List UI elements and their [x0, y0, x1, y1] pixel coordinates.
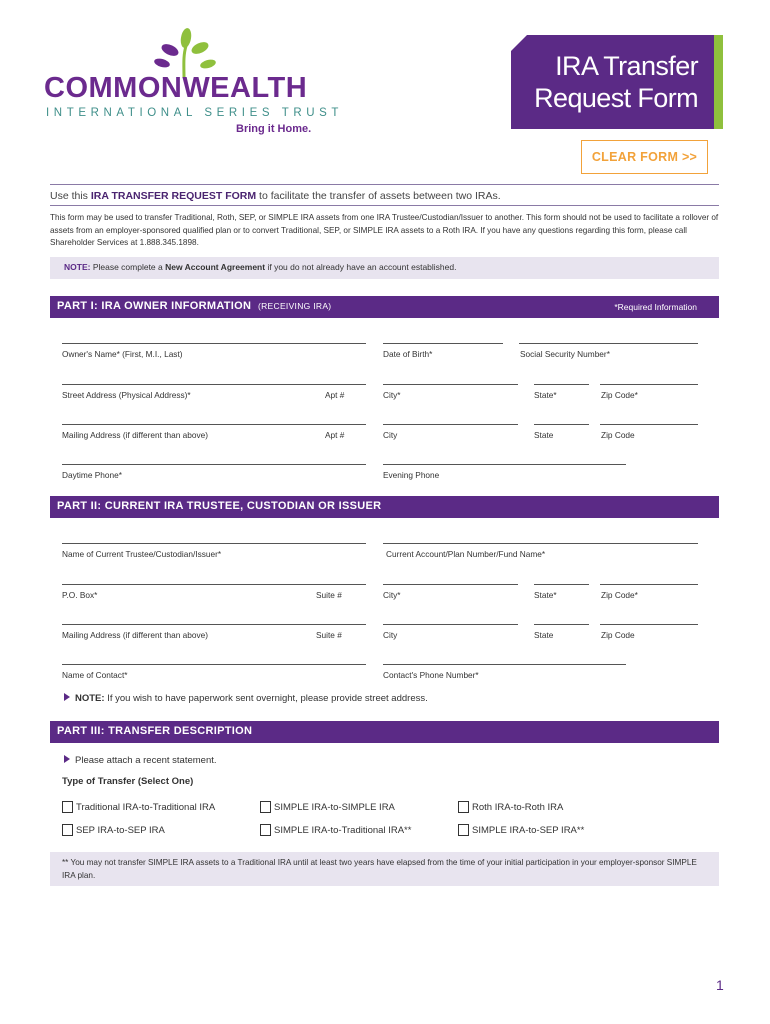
trustee-mailing-state-field[interactable]	[534, 624, 589, 625]
trustee-mailing-state-label: State	[534, 630, 554, 640]
checkbox[interactable]	[62, 801, 73, 813]
ssn-field[interactable]	[519, 343, 698, 344]
option-label: SIMPLE IRA-to-Traditional IRA**	[274, 824, 412, 836]
trustee-state-field[interactable]	[534, 584, 589, 585]
title-accent-stripe	[714, 35, 723, 129]
evening-phone-field[interactable]	[383, 464, 626, 465]
option-label: Roth IRA-to-Roth IRA	[472, 801, 564, 813]
note-post: if you do not already have an account established.	[265, 262, 457, 272]
mailing-zip-field[interactable]	[600, 424, 698, 425]
header-divider	[50, 184, 719, 185]
mailing-zip-label: Zip Code	[601, 430, 635, 440]
state-label: State*	[534, 390, 557, 400]
option-simple-to-simple[interactable]	[260, 801, 395, 813]
option-roth-to-roth[interactable]	[458, 801, 563, 813]
intro-form-name: IRA TRANSFER REQUEST FORM	[90, 190, 257, 202]
trustee-mailing-label: Mailing Address (if different than above)	[62, 630, 209, 640]
part1-title-wrap	[57, 300, 331, 312]
form-title	[534, 50, 698, 114]
note-text	[64, 262, 456, 272]
trustee-mailing-field[interactable]	[62, 624, 366, 625]
intro-paragraph: This form may be used to transfer Traditional, Roth, SEP, or SIMPLE IRA assets from one IRA Trustee/Custodian/Issuer to another. This form should not be used to facilitate a rollover of assets from an employer-sponsored qualified plan or to convert Traditional, SEP, or SIMPLE IRA assets to a Roth IRA. If you have any questions regarding this form, please call Shareholder Services at 1.888.345.1898.	[50, 213, 719, 247]
mailing-city-field[interactable]	[383, 424, 518, 425]
overnight-note	[64, 693, 428, 704]
evening-phone-label: Evening Phone	[383, 470, 440, 480]
trustee-zip-label: Zip Code*	[601, 590, 638, 600]
po-box-label: P.O. Box*	[62, 590, 98, 600]
transfer-type-heading: Type of Transfer (Select One)	[62, 776, 194, 787]
part1-subtitle: (RECEIVING IRA)	[257, 301, 332, 311]
apt-label: Apt #	[325, 390, 345, 400]
mailing-apt-label: Apt #	[325, 430, 345, 440]
part1-header	[50, 296, 719, 318]
checkbox[interactable]	[260, 824, 271, 836]
intro-suffix: to facilitate the transfer of assets between two IRAs.	[256, 190, 501, 202]
intro-prefix: Use this	[50, 190, 91, 202]
checkbox[interactable]	[260, 801, 271, 813]
attach-statement-note	[64, 755, 217, 766]
mailing-state-field[interactable]	[534, 424, 589, 425]
contact-name-label: Name of Contact*	[62, 670, 128, 680]
overnight-note-label: NOTE:	[75, 693, 105, 704]
trustee-zip-field[interactable]	[600, 584, 698, 585]
street-address-label: Street Address (Physical Address)*	[62, 390, 191, 400]
option-label: SIMPLE IRA-to-SEP IRA**	[472, 824, 585, 836]
zip-field[interactable]	[600, 384, 698, 385]
mailing-state-label: State	[534, 430, 554, 440]
contact-phone-field[interactable]	[383, 664, 626, 665]
dob-field[interactable]	[383, 343, 503, 344]
account-number-field[interactable]	[383, 543, 698, 544]
form-title-line2: Request Form	[534, 83, 698, 113]
trustee-mailing-city-label: City	[383, 630, 398, 640]
note-pre: Please complete a	[90, 262, 166, 272]
city-label: City*	[383, 390, 401, 400]
option-label: SEP IRA-to-SEP IRA	[76, 824, 165, 836]
page-number: 1	[716, 977, 724, 993]
option-sep-to-sep[interactable]	[62, 824, 165, 836]
option-simple-to-traditional[interactable]	[260, 824, 411, 836]
overnight-note-text: If you wish to have paperwork sent overnight, please provide street address.	[104, 693, 428, 704]
suite-label: Suite #	[316, 590, 342, 600]
checkbox[interactable]	[62, 824, 73, 836]
title-fold-corner	[511, 35, 527, 51]
arrow-bullet-icon	[64, 755, 70, 763]
trustee-name-label: Name of Current Trustee/Custodian/Issuer*	[62, 549, 222, 559]
trustee-mailing-zip-field[interactable]	[600, 624, 698, 625]
required-info-note: *Required Information	[614, 302, 697, 312]
po-box-field[interactable]	[62, 584, 366, 585]
arrow-bullet-icon	[64, 693, 70, 701]
part2-title: PART II: CURRENT IRA TRUSTEE, CUSTODIAN OR ISSUER	[57, 500, 382, 512]
dob-label: Date of Birth*	[383, 349, 433, 359]
daytime-phone-field[interactable]	[62, 464, 366, 465]
trustee-name-field[interactable]	[62, 543, 366, 544]
contact-name-field[interactable]	[62, 664, 366, 665]
mailing-address-field[interactable]	[62, 424, 366, 425]
trustee-mailing-city-field[interactable]	[383, 624, 518, 625]
owner-name-label: Owner's Name* (First, M.I., Last)	[62, 349, 183, 359]
trustee-suite2-label: Suite #	[316, 630, 342, 640]
mailing-address-label: Mailing Address (if different than above)	[62, 430, 209, 440]
ssn-label: Social Security Number*	[520, 349, 610, 359]
part3-header	[50, 721, 719, 743]
attach-statement-text: Please attach a recent statement.	[75, 755, 217, 766]
leaf-logo-icon	[150, 28, 220, 78]
checkbox[interactable]	[458, 801, 469, 813]
clear-form-button[interactable]: CLEAR FORM >>	[581, 140, 708, 174]
option-simple-to-sep[interactable]	[458, 824, 584, 836]
trustee-city-label: City*	[383, 590, 401, 600]
part2-header	[50, 496, 719, 518]
street-address-field[interactable]	[62, 384, 366, 385]
option-traditional-to-traditional[interactable]	[62, 801, 215, 813]
trustee-city-field[interactable]	[383, 584, 518, 585]
trustee-state-label: State*	[534, 590, 557, 600]
option-label: SIMPLE IRA-to-SIMPLE IRA	[274, 801, 395, 813]
account-number-label: Current Account/Plan Number/Fund Name*	[386, 549, 546, 559]
mailing-city-label: City	[383, 430, 398, 440]
zip-label: Zip Code*	[601, 390, 638, 400]
state-field[interactable]	[534, 384, 589, 385]
intro-divider	[50, 205, 719, 206]
note-bold: New Account Agreement	[165, 262, 266, 272]
option-label: Traditional IRA-to-Traditional IRA	[76, 801, 216, 813]
part3-title: PART III: TRANSFER DESCRIPTION	[57, 725, 253, 737]
logo-wordmark: COMMONWEALTH	[44, 72, 308, 104]
intro-line	[50, 190, 501, 202]
owner-name-field[interactable]	[62, 343, 366, 344]
checkbox[interactable]	[458, 824, 469, 836]
form-title-line1: IRA Transfer	[555, 51, 698, 81]
footnote-text: ** You may not transfer SIMPLE IRA assets to a Traditional IRA until at least two years have elapsed from the time of your initial participation in your employer-sponsor SIMPLE IRA plan.	[62, 858, 697, 880]
trustee-mailing-zip-label: Zip Code	[601, 630, 635, 640]
note-label: NOTE:	[64, 262, 91, 272]
contact-phone-label: Contact's Phone Number*	[383, 670, 479, 680]
daytime-phone-label: Daytime Phone*	[62, 470, 122, 480]
logo-subtitle: INTERNATIONAL SERIES TRUST	[46, 107, 344, 119]
logo-tagline: Bring it Home.	[236, 123, 312, 135]
part1-title: PART I: IRA OWNER INFORMATION	[57, 300, 252, 312]
city-field[interactable]	[383, 384, 518, 385]
